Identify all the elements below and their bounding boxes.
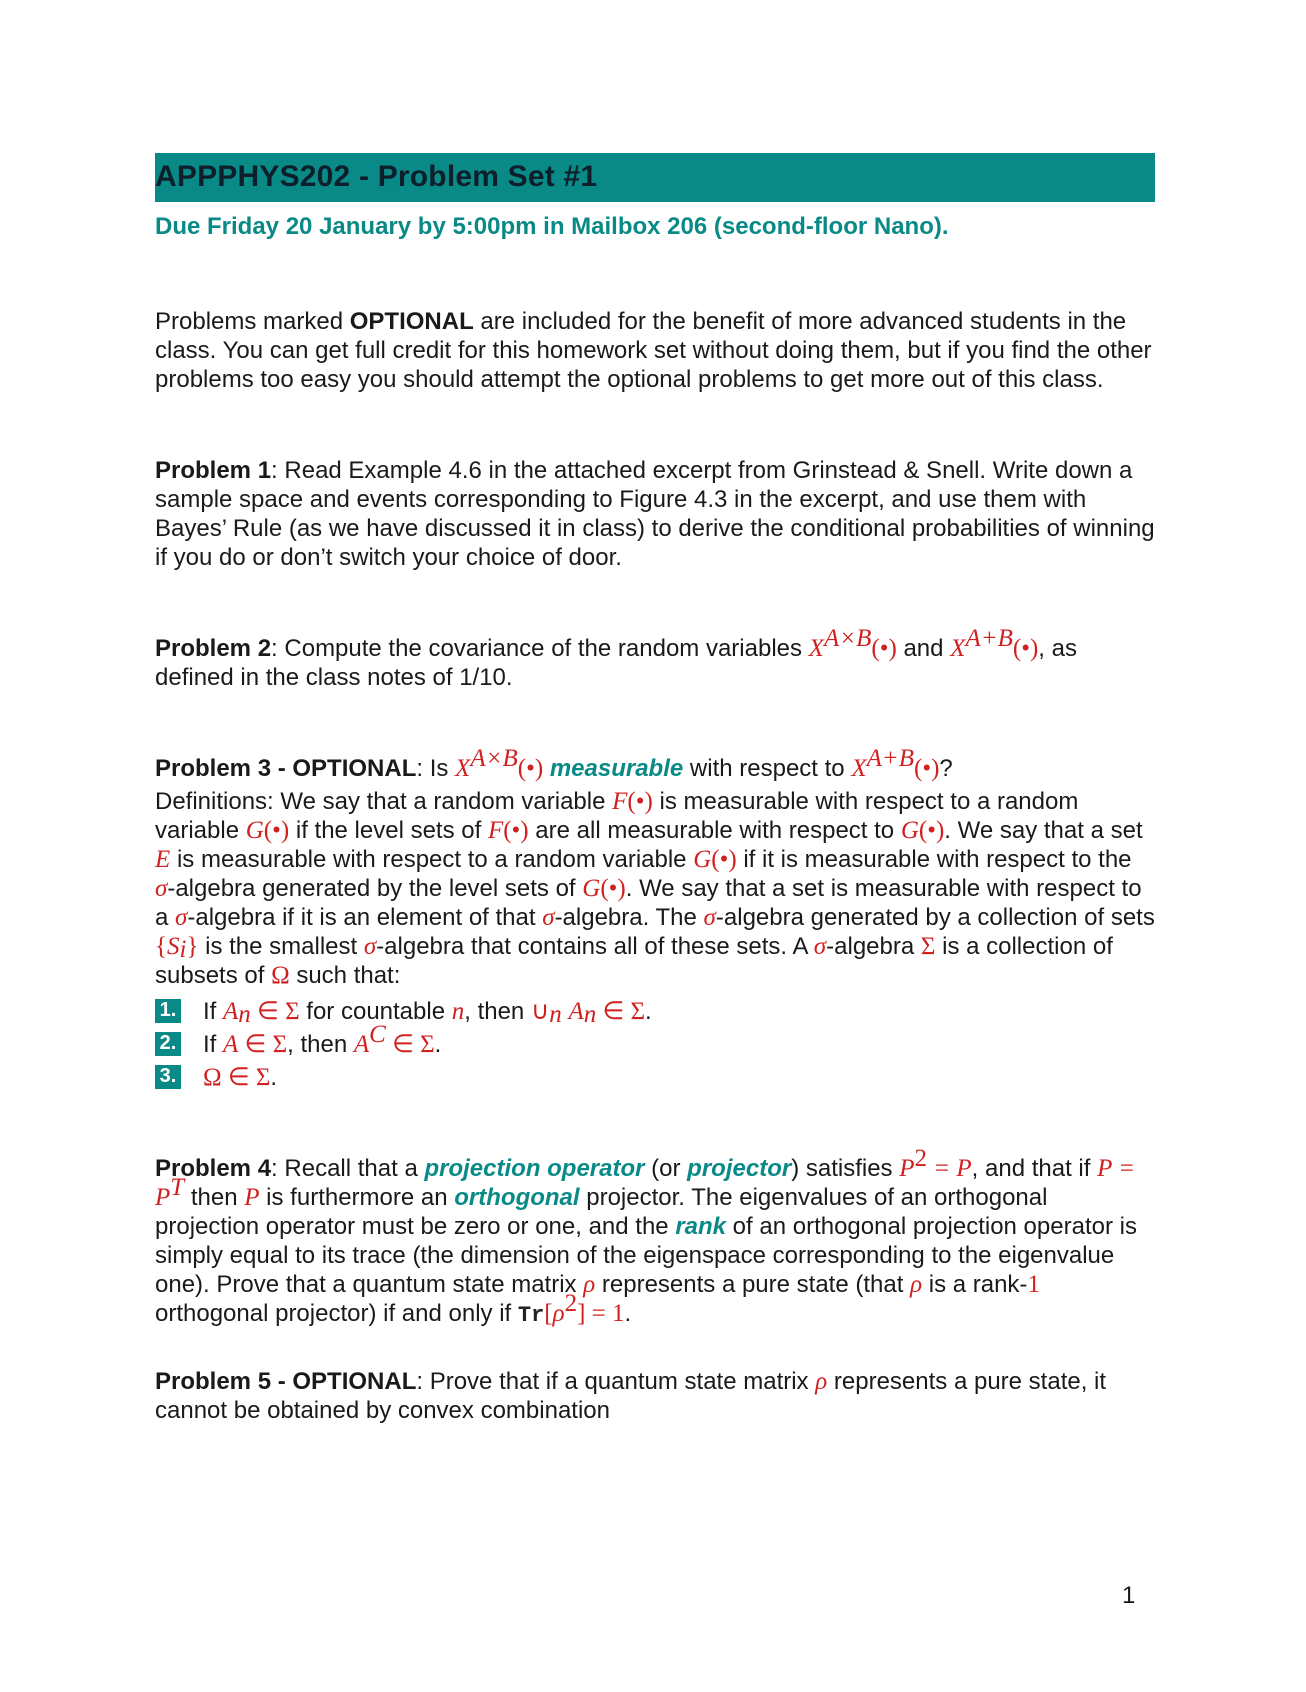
math-g: G(•) bbox=[582, 875, 626, 902]
math-p: P bbox=[244, 1184, 260, 1211]
title-bar bbox=[155, 153, 1155, 202]
problem-3-text: : Is bbox=[416, 755, 456, 782]
math-sigma: σ bbox=[542, 904, 555, 931]
problem-3-label: Problem 3 - OPTIONAL bbox=[155, 755, 417, 782]
definition-text: -algebra bbox=[826, 933, 921, 960]
math-sigma: σ bbox=[175, 904, 188, 931]
math-trace-rho-squared: $Tr[\rho^2] = 1$ bbox=[517, 1290, 625, 1328]
math-f: F(•) bbox=[612, 788, 653, 815]
problem-4-text: is a rank- bbox=[922, 1271, 1028, 1298]
intro-text: Problems marked bbox=[155, 308, 350, 335]
problem-3 bbox=[155, 745, 1155, 783]
math-g: G(•) bbox=[900, 817, 945, 844]
problem-2 bbox=[155, 625, 1155, 692]
problem-2-text: , as defined in the class notes of 1/10. bbox=[155, 635, 1077, 691]
math-g: G(•) bbox=[245, 817, 290, 844]
list-item-text: Ω ∈ Σ. bbox=[203, 1063, 278, 1091]
problem-5-text: : Prove that if a quantum state matrix bbox=[416, 1368, 816, 1395]
math-rho: ρ bbox=[815, 1368, 828, 1395]
problem-5-label: Problem 5 - OPTIONAL bbox=[155, 1368, 417, 1395]
term-rank: rank bbox=[675, 1213, 727, 1240]
problem-4-text: (or bbox=[644, 1155, 688, 1182]
problem-4-text: projector. The eigenvalues of an orthogonal projection operator must be zero or one, and the bbox=[155, 1184, 1048, 1240]
page-title: APPPHYS202 - Problem Set #1 bbox=[155, 160, 598, 193]
definition-text: such that: bbox=[289, 962, 401, 989]
definition-text: is measurable with respect to a random variable bbox=[155, 788, 1079, 844]
document-page bbox=[155, 153, 1155, 1425]
definition-text: . We say that a set is measurable with respect to a bbox=[155, 875, 1142, 931]
list-number: 1. bbox=[155, 999, 181, 1023]
problem-4-text: of an orthogonal projection operator is simply equal to its trace (the dimension of the eigenspace corresponding to the eigenvalue one). Prove that a quantum state matrix bbox=[155, 1213, 1137, 1298]
definition-text: are all measurable with respect to bbox=[528, 817, 901, 844]
definition-text: . We say that a set bbox=[944, 817, 1143, 844]
problem-4-text: . bbox=[624, 1300, 632, 1327]
definition-text: if it is measurable with respect to the bbox=[736, 846, 1132, 873]
list-item bbox=[155, 994, 1155, 1027]
definition-text: is a collection of subsets of bbox=[155, 933, 1113, 989]
math-rho: ρ bbox=[910, 1271, 923, 1298]
optional-keyword: OPTIONAL bbox=[349, 308, 474, 335]
list-item bbox=[155, 1060, 1155, 1093]
problem-1-label: Problem 1 bbox=[155, 457, 272, 484]
problem-2-text: and bbox=[896, 635, 951, 662]
math-sigma: σ bbox=[363, 933, 377, 960]
definition-text: is the smallest bbox=[198, 933, 364, 960]
intro-paragraph bbox=[155, 307, 1155, 394]
definition-text: Definitions: We say that a random variable bbox=[155, 788, 613, 815]
problem-4-text: , and that if bbox=[971, 1155, 1098, 1182]
term-orthogonal: orthogonal bbox=[454, 1184, 580, 1211]
list-item bbox=[155, 1020, 1155, 1060]
problem-4 bbox=[155, 1145, 1155, 1330]
problem-4-label: Problem 4 bbox=[155, 1155, 272, 1182]
problem-4-text: orthogonal projector) if and only if bbox=[155, 1300, 518, 1327]
problem-3-text: ? bbox=[939, 755, 953, 782]
problem-5-text: represents a pure state, it cannot be obtained by convex combination bbox=[155, 1368, 1107, 1424]
problem-1 bbox=[155, 456, 1155, 572]
definition-text: -algebra that contains all of these sets. A bbox=[376, 933, 814, 960]
definition-text: if the level sets of bbox=[289, 817, 488, 844]
math-capital-sigma: Σ bbox=[920, 933, 936, 960]
math-sigma: σ bbox=[155, 875, 168, 902]
problem-4-text: is furthermore an bbox=[259, 1184, 455, 1211]
math-omega: Ω bbox=[271, 962, 290, 989]
math-g: G(•) bbox=[693, 846, 737, 873]
definition-text: -algebra generated by the level sets of bbox=[167, 875, 583, 902]
term-projection-operator: projection operator bbox=[424, 1155, 645, 1182]
definition-text: -algebra generated by a collection of sets bbox=[715, 904, 1155, 931]
math-x-aplusb: $X^{A+B}(•)$ bbox=[851, 745, 940, 782]
due-date: Due Friday 20 January by 5:00pm in Mailbox 206 (second-floor Nano). bbox=[155, 213, 949, 240]
problem-3-text: with respect to bbox=[683, 755, 852, 782]
page-number: 1 bbox=[1122, 1582, 1136, 1609]
definition-text: -algebra. The bbox=[554, 904, 704, 931]
math-f: F(•) bbox=[487, 817, 529, 844]
math-rho: ρ bbox=[583, 1271, 596, 1298]
definition-text: -algebra if it is an element of that bbox=[187, 904, 543, 931]
term-measurable: measurable bbox=[549, 755, 684, 782]
intro-text: are included for the benefit of more advanced students in the class. You can get full credit for this homework set without doing them, but if you find the other problems too easy you should attempt the optional problems to get more out of this class. bbox=[155, 308, 1152, 393]
math-set-si: $\{S_i\}$ bbox=[155, 933, 199, 963]
math-x-axb: $X^{A\times B}(•)$ bbox=[455, 745, 544, 782]
list-item-text: If $A_n$ ∈ Σ for countable n, then $\cup_n$ $A_n$ ∈ Σ. bbox=[203, 997, 652, 1028]
problem-4-text: represents a pure state (that bbox=[595, 1271, 911, 1298]
problem-5 bbox=[155, 1367, 1155, 1425]
problem-4-text: : Recall that a bbox=[271, 1155, 425, 1182]
term-projector: projector bbox=[687, 1155, 792, 1182]
list-number: 2. bbox=[155, 1032, 181, 1056]
math-one: 1 bbox=[1027, 1271, 1040, 1298]
math-x-axb: $X^{A\times B}(•)$ bbox=[808, 625, 897, 662]
math-p-eq-pt: $P = P^T$ bbox=[155, 1155, 1136, 1211]
list-item-text: If A ∈ Σ, then $A^C$ ∈ Σ. bbox=[203, 1020, 442, 1058]
math-p-squared-eq-p: $P^2 = P$ bbox=[899, 1145, 972, 1182]
axiom-list bbox=[155, 994, 1155, 1093]
problem-4-text: then bbox=[184, 1184, 245, 1211]
problem-1-text: : Read Example 4.6 in the attached excerpt from Grinstead & Snell. Write down a sample space and events corresponding to Figure 4.3 in the excerpt, and use them with Bayes’ Rule (as we have discussed it in class) to derive the conditional probabilities of winning if you do or don’t switch your choice of door. bbox=[155, 457, 1155, 571]
problem-2-label: Problem 2 bbox=[155, 635, 272, 662]
math-sigma: σ bbox=[813, 933, 827, 960]
math-x-aplusb: $X^{A+B}(•)$ bbox=[950, 625, 1039, 662]
list-number: 3. bbox=[155, 1065, 181, 1089]
math-sigma: σ bbox=[703, 904, 716, 931]
definition-text: is measurable with respect to a random variable bbox=[170, 846, 694, 873]
problem-3-definitions bbox=[155, 787, 1155, 990]
problem-2-text: : Compute the covariance of the random variables bbox=[271, 635, 809, 662]
math-e: E bbox=[155, 846, 171, 873]
problem-4-text: ) satisfies bbox=[791, 1155, 900, 1182]
